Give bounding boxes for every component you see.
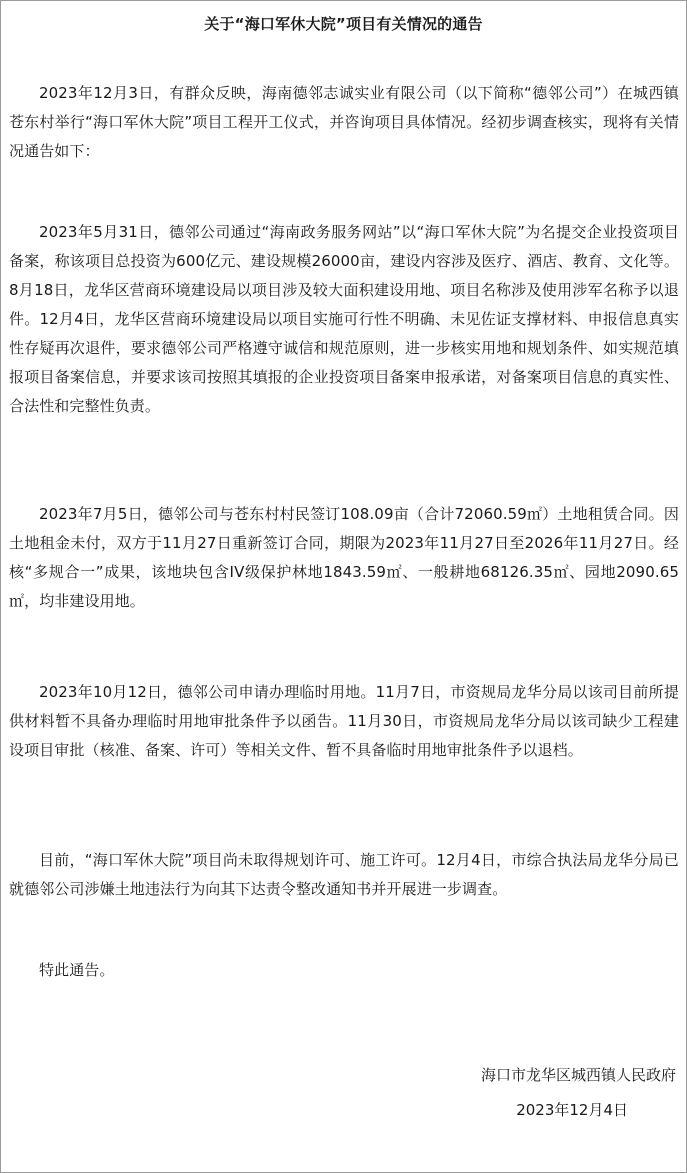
paragraph-current-status: 目前，“海口军休大院”项目尚未取得规划许可、施工许可。12月4日，市综合执法局龙华分局已就德邻公司涉嫌土地违法行为向其下达责令整改通知书并开展进一步调查。 (9, 851, 679, 898)
paragraph-temporary-land: 2023年10月12日，德邻公司申请办理临时用地。11月7日，市资规局龙华分局以该司目前所提供材料暂不具备办理临时用地审批条件予以函告。11月30日，市资规局龙华分局以该司缺少工程建设项目审批（核准、备案、许可）等相关文件、暂不具备临时用地审批条件予以退档。 (9, 683, 679, 759)
notice-title: 关于“海口军休大院”项目有关情况的通告 (204, 15, 483, 33)
paragraph-intro: 2023年12月3日，有群众反映，海南德邻志诚实业有限公司（以下简称“德邻公司”）在城西镇苍东村举行“海口军休大院”项目工程开工仪式，并咨询项目具体情况。经初步调查核实，现将有关情况通告如下： (9, 84, 679, 160)
signer-organization: 海口市龙华区城西镇人民政府 (480, 1066, 676, 1084)
paragraph-closing: 特此通告。 (39, 961, 115, 979)
paragraph-project-filing: 2023年5月31日，德邻公司通过“海南政务服务网站”以“海口军休大院”为名提交企业投资项目备案，称该项目总投资为600亿元、建设规模26000亩，建设内容涉及医疗、酒店、教育、文化等。8月18日，龙华区营商环境建设局以项目涉及较大面积建设用地、项目名称涉及使用涉军名称予以退件。12月4日，龙华区营商环境建设局以项目实施可行性不明确、未见佐证支撑材料、申报信息真实性存疑再次退件，要求德邻公司严格遵守诚信和规范原则，进一步核实用地和规划条件、如实规范填报项目备案信息，并要求该司按照其填报的企业投资项目备案申报承诺，对备案项目信息的真实性、合法性和完整性负责。 (9, 223, 679, 415)
signature-date: 2023年12月4日 (516, 1101, 628, 1119)
paragraph-land-lease: 2023年7月5日，德邻公司与苍东村村民签订108.09亩（合计72060.59㎡）土地租赁合同。因土地租金未付，双方于11月27日重新签订合同，期限为2023年11月27日至2026年11月27日。经核“多规合一”成果，该地块包含IV级保护林地1843.59㎡、一般耕地68126.35㎡、园地2090.65㎡，均非建设用地。 (9, 505, 679, 610)
